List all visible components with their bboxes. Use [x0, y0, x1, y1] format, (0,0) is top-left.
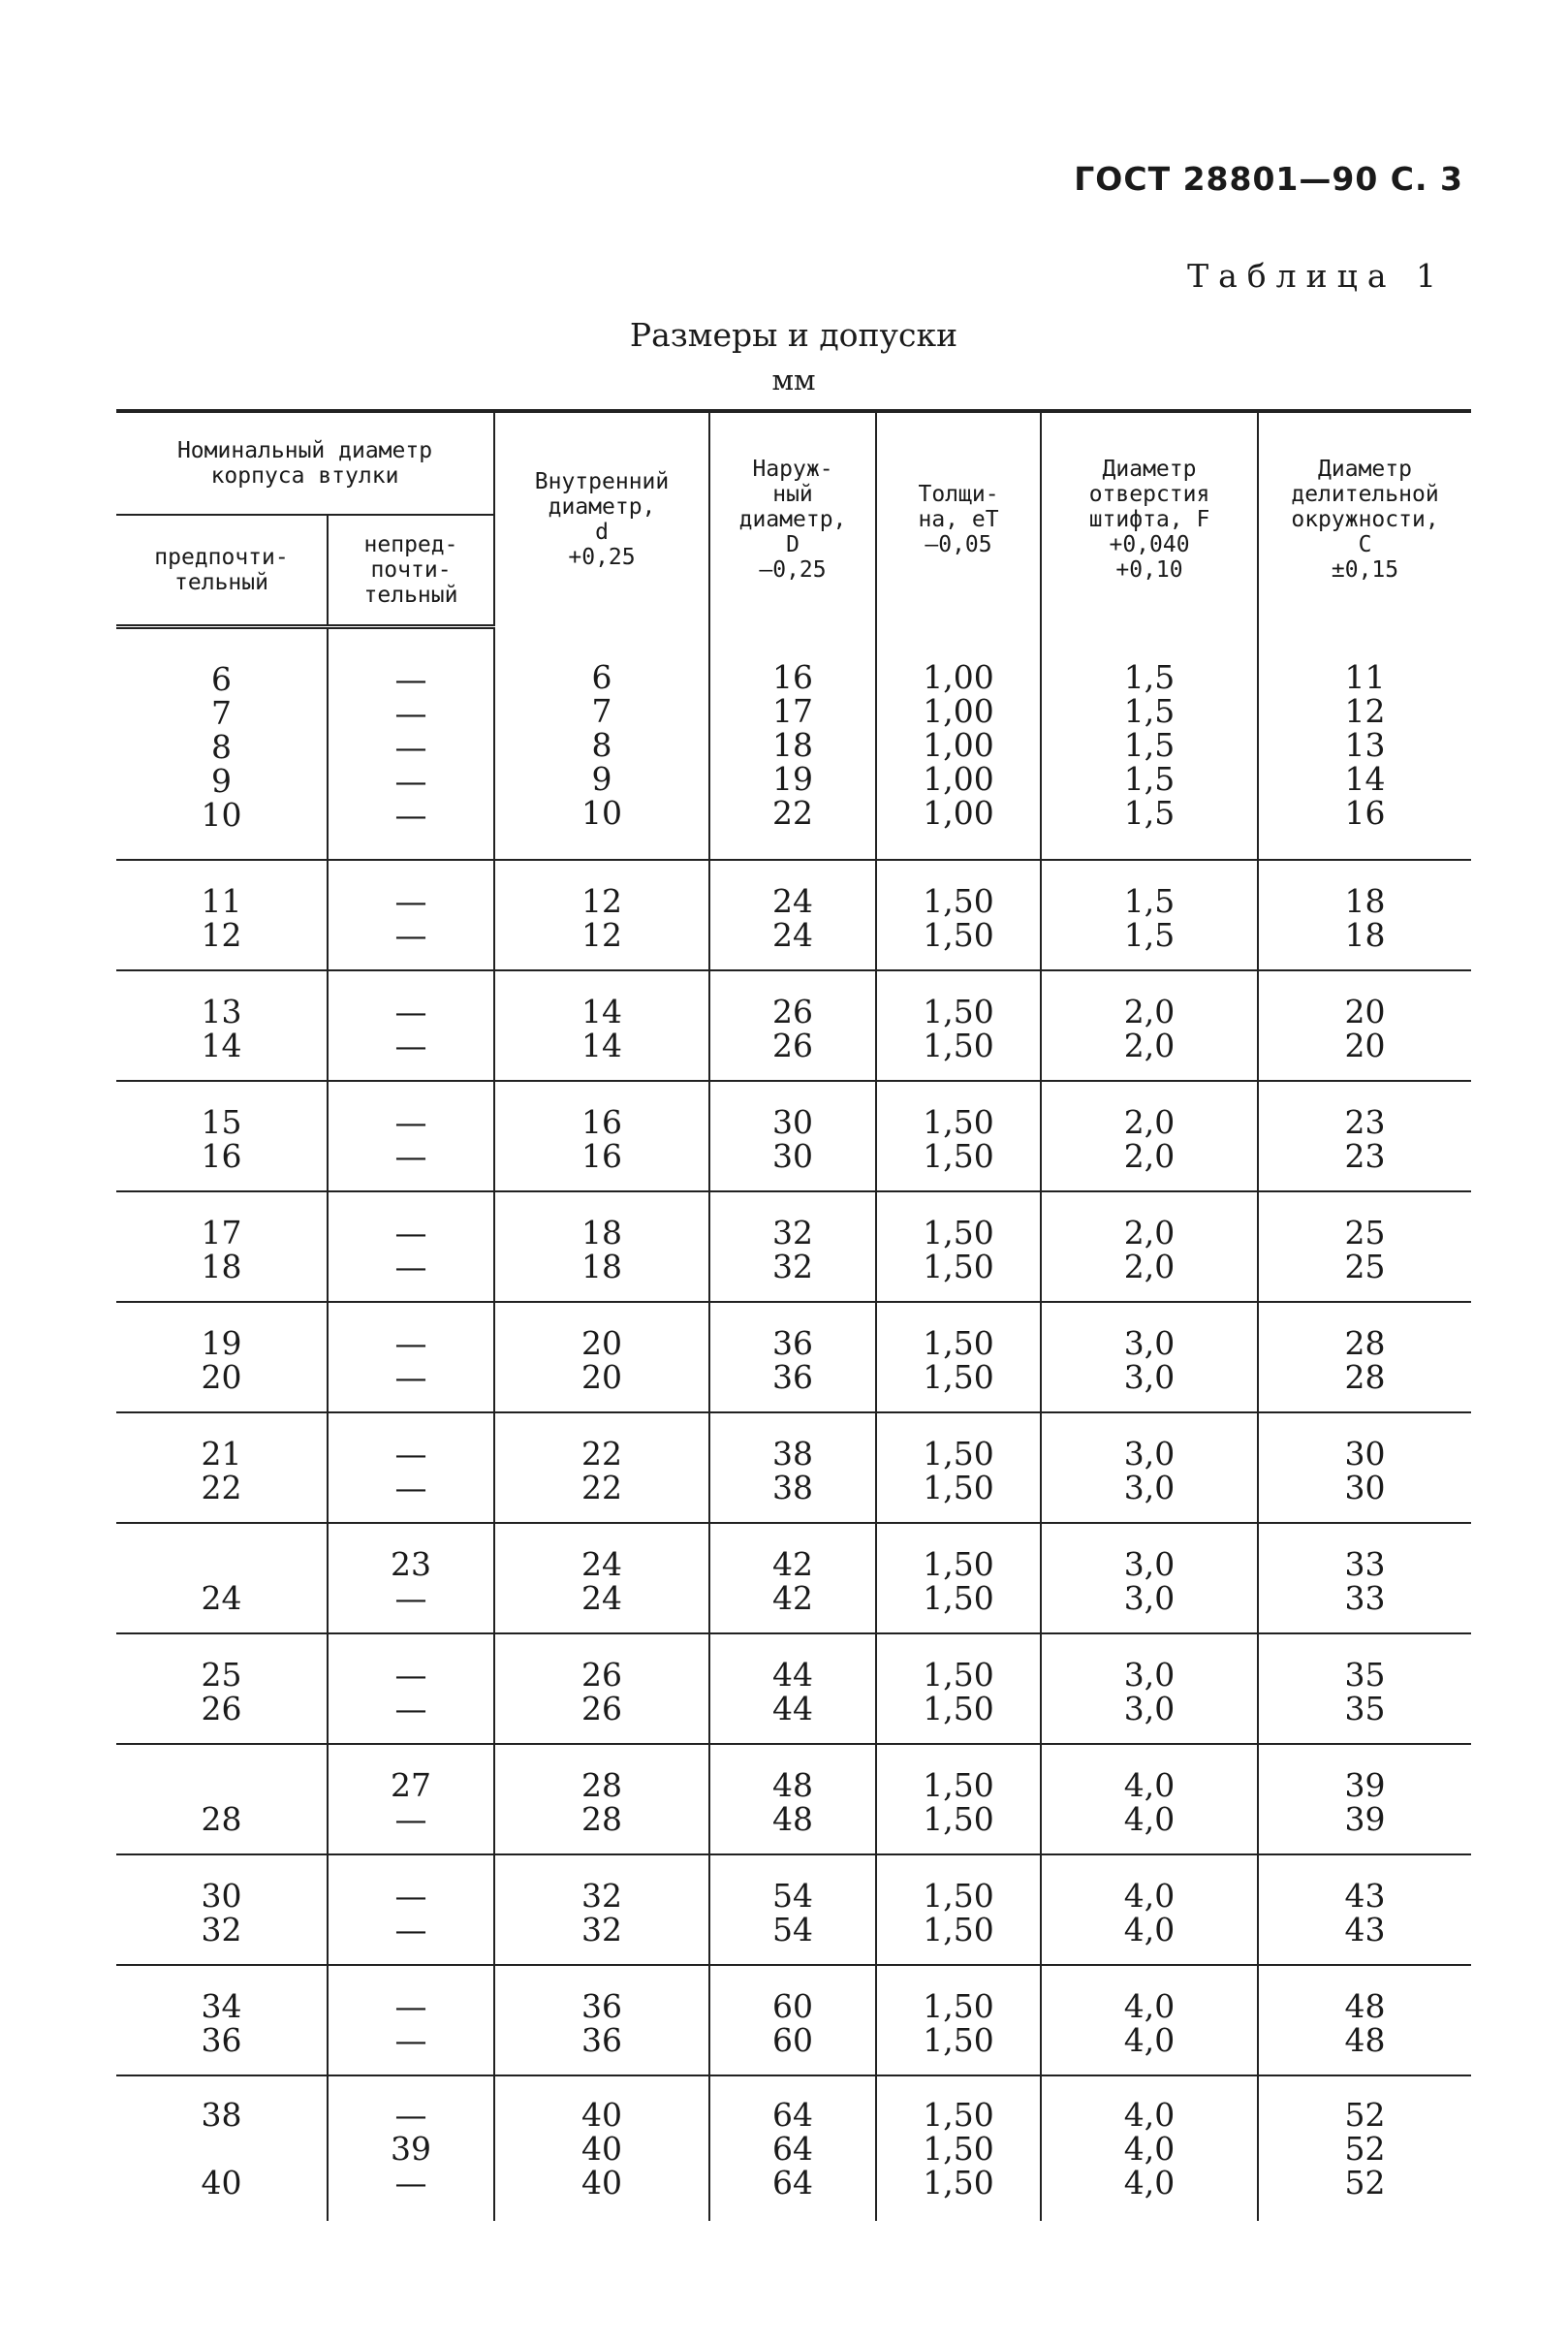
cell-outer-diameter: 24 24: [709, 860, 876, 970]
cell-pitch-circle-diameter: 25 25: [1258, 1191, 1471, 1302]
cell-inner-diameter: 20 20: [494, 1302, 709, 1412]
table-row: [116, 1412, 1471, 1523]
cell-inner-diameter: 26 26: [494, 1633, 709, 1744]
table-body: [116, 627, 1471, 2221]
cell-inner-diameter: 14 14: [494, 970, 709, 1081]
cell-pitch-circle-diameter: 23 23: [1258, 1081, 1471, 1191]
cell-pin-hole-diameter: 4,0 4,0: [1041, 1965, 1258, 2075]
table-row: [116, 1523, 1471, 1633]
cell-thickness: 1,50 1,50: [876, 970, 1041, 1081]
cell-preferred: 19 20: [116, 1302, 328, 1412]
cell-pin-hole-diameter: 4,0 4,0 4,0: [1041, 2075, 1258, 2221]
cell-pin-hole-diameter: 3,0 3,0: [1041, 1412, 1258, 1523]
cell-pitch-circle-diameter: 30 30: [1258, 1412, 1471, 1523]
cell-preferred: 21 22: [116, 1412, 328, 1523]
table-row: [116, 1744, 1471, 1854]
cell-pin-hole-diameter: 4,0 4,0: [1041, 1744, 1258, 1854]
header-pin-hole-diameter: Диаметр отверстия штифта, F +0,040 +0,10: [1041, 411, 1258, 627]
cell-inner-diameter: 12 12: [494, 860, 709, 970]
header-pitch-circle-diameter: Диаметр делительной окружности, C ±0,15: [1258, 411, 1471, 627]
cell-preferred: 24: [116, 1523, 328, 1633]
cell-pitch-circle-diameter: 28 28: [1258, 1302, 1471, 1412]
cell-outer-diameter: 60 60: [709, 1965, 876, 2075]
cell-thickness: 1,50 1,50: [876, 1965, 1041, 2075]
cell-inner-diameter: 22 22: [494, 1412, 709, 1523]
cell-preferred: 34 36: [116, 1965, 328, 2075]
cell-outer-diameter: 26 26: [709, 970, 876, 1081]
header-nonpreferred: непред- почти- тельный: [328, 515, 494, 627]
cell-inner-diameter: 24 24: [494, 1523, 709, 1633]
header-preferred: предпочти- тельный: [116, 515, 328, 627]
table-row: [116, 1302, 1471, 1412]
cell-pitch-circle-diameter: 11 12 13 14 16: [1258, 627, 1471, 860]
cell-pin-hole-diameter: 2,0 2,0: [1041, 1081, 1258, 1191]
cell-pin-hole-diameter: 2,0 2,0: [1041, 970, 1258, 1081]
cell-preferred: 17 18: [116, 1191, 328, 1302]
cell-pitch-circle-diameter: 48 48: [1258, 1965, 1471, 2075]
cell-inner-diameter: 36 36: [494, 1965, 709, 2075]
header-outer-diameter: Наруж- ный диаметр, D —0,25: [709, 411, 876, 627]
cell-outer-diameter: 32 32: [709, 1191, 876, 1302]
cell-thickness: 1,50 1,50: [876, 860, 1041, 970]
cell-preferred: 15 16: [116, 1081, 328, 1191]
table-row: [116, 1965, 1471, 2075]
header-inner-diameter: Внутренний диаметр, d +0,25: [494, 411, 709, 627]
cell-inner-diameter: 32 32: [494, 1854, 709, 1965]
table-row: [116, 1191, 1471, 1302]
cell-nonpreferred: 27 —: [328, 1744, 494, 1854]
cell-thickness: 1,50 1,50 1,50: [876, 2075, 1041, 2221]
table-row: [116, 970, 1471, 1081]
table-row: [116, 1081, 1471, 1191]
cell-pitch-circle-diameter: 20 20: [1258, 970, 1471, 1081]
cell-preferred: 30 32: [116, 1854, 328, 1965]
cell-pitch-circle-diameter: 43 43: [1258, 1854, 1471, 1965]
cell-pin-hole-diameter: 2,0 2,0: [1041, 1191, 1258, 1302]
cell-thickness: 1,00 1,00 1,00 1,00 1,00: [876, 627, 1041, 860]
table-number: Таблица 1: [1187, 257, 1446, 295]
table-row: [116, 1633, 1471, 1744]
cell-preferred: 28: [116, 1744, 328, 1854]
cell-nonpreferred: — —: [328, 1854, 494, 1965]
table-row: [116, 1854, 1471, 1965]
table-row: [116, 627, 1471, 860]
cell-thickness: 1,50 1,50: [876, 1523, 1041, 1633]
cell-nonpreferred: — —: [328, 1412, 494, 1523]
table-row: [116, 2075, 1471, 2221]
cell-preferred: 25 26: [116, 1633, 328, 1744]
cell-nonpreferred: — — — — —: [328, 627, 494, 860]
cell-outer-diameter: 36 36: [709, 1302, 876, 1412]
cell-pin-hole-diameter: 3,0 3,0: [1041, 1302, 1258, 1412]
cell-thickness: 1,50 1,50: [876, 1854, 1041, 1965]
cell-thickness: 1,50 1,50: [876, 1302, 1041, 1412]
header-thickness: Толщи- на, eT —0,05: [876, 411, 1041, 627]
cell-preferred: 11 12: [116, 860, 328, 970]
cell-pitch-circle-diameter: 33 33: [1258, 1523, 1471, 1633]
cell-pitch-circle-diameter: 35 35: [1258, 1633, 1471, 1744]
cell-outer-diameter: 16 17 18 19 22: [709, 627, 876, 860]
cell-pitch-circle-diameter: 52 52 52: [1258, 2075, 1471, 2221]
cell-pin-hole-diameter: 3,0 3,0: [1041, 1633, 1258, 1744]
table-caption: Размеры и допуски: [629, 316, 958, 354]
document-header: ГОСТ 28801—90 С. 3: [1074, 160, 1463, 198]
cell-pin-hole-diameter: 4,0 4,0: [1041, 1854, 1258, 1965]
table-row: [116, 860, 1471, 970]
cell-pin-hole-diameter: 3,0 3,0: [1041, 1523, 1258, 1633]
cell-nonpreferred: — —: [328, 1633, 494, 1744]
cell-inner-diameter: 18 18: [494, 1191, 709, 1302]
cell-nonpreferred: — —: [328, 970, 494, 1081]
cell-nonpreferred: — —: [328, 1191, 494, 1302]
cell-inner-diameter: 6 7 8 9 10: [494, 627, 709, 860]
cell-outer-diameter: 44 44: [709, 1633, 876, 1744]
cell-thickness: 1,50 1,50: [876, 1633, 1041, 1744]
cell-outer-diameter: 38 38: [709, 1412, 876, 1523]
cell-preferred: 6 7 8 9 10: [116, 627, 328, 860]
cell-nonpreferred: — —: [328, 1302, 494, 1412]
cell-inner-diameter: 40 40 40: [494, 2075, 709, 2221]
cell-outer-diameter: 48 48: [709, 1744, 876, 1854]
cell-outer-diameter: 64 64 64: [709, 2075, 876, 2221]
cell-outer-diameter: 30 30: [709, 1081, 876, 1191]
cell-thickness: 1,50 1,50: [876, 1744, 1041, 1854]
cell-outer-diameter: 54 54: [709, 1854, 876, 1965]
cell-thickness: 1,50 1,50: [876, 1412, 1041, 1523]
table-units: мм: [771, 364, 816, 396]
cell-nonpreferred: — —: [328, 1081, 494, 1191]
cell-thickness: 1,50 1,50: [876, 1081, 1041, 1191]
cell-nonpreferred: — —: [328, 1965, 494, 2075]
cell-inner-diameter: 16 16: [494, 1081, 709, 1191]
cell-outer-diameter: 42 42: [709, 1523, 876, 1633]
cell-pin-hole-diameter: 1,5 1,5: [1041, 860, 1258, 970]
cell-nonpreferred: — —: [328, 860, 494, 970]
cell-pitch-circle-diameter: 18 18: [1258, 860, 1471, 970]
cell-thickness: 1,50 1,50: [876, 1191, 1041, 1302]
cell-pin-hole-diameter: 1,5 1,5 1,5 1,5 1,5: [1041, 627, 1258, 860]
dimensions-table: [116, 409, 1471, 2221]
cell-nonpreferred: — 39 —: [328, 2075, 494, 2221]
cell-preferred: 38 40: [201, 2095, 242, 2201]
cell-pitch-circle-diameter: 39 39: [1258, 1744, 1471, 1854]
cell-preferred: 13 14: [116, 970, 328, 1081]
cell-inner-diameter: 28 28: [494, 1744, 709, 1854]
cell-nonpreferred: 23 —: [328, 1523, 494, 1633]
header-nominal-diameter: Номинальный диаметр корпуса втулки: [116, 411, 494, 515]
